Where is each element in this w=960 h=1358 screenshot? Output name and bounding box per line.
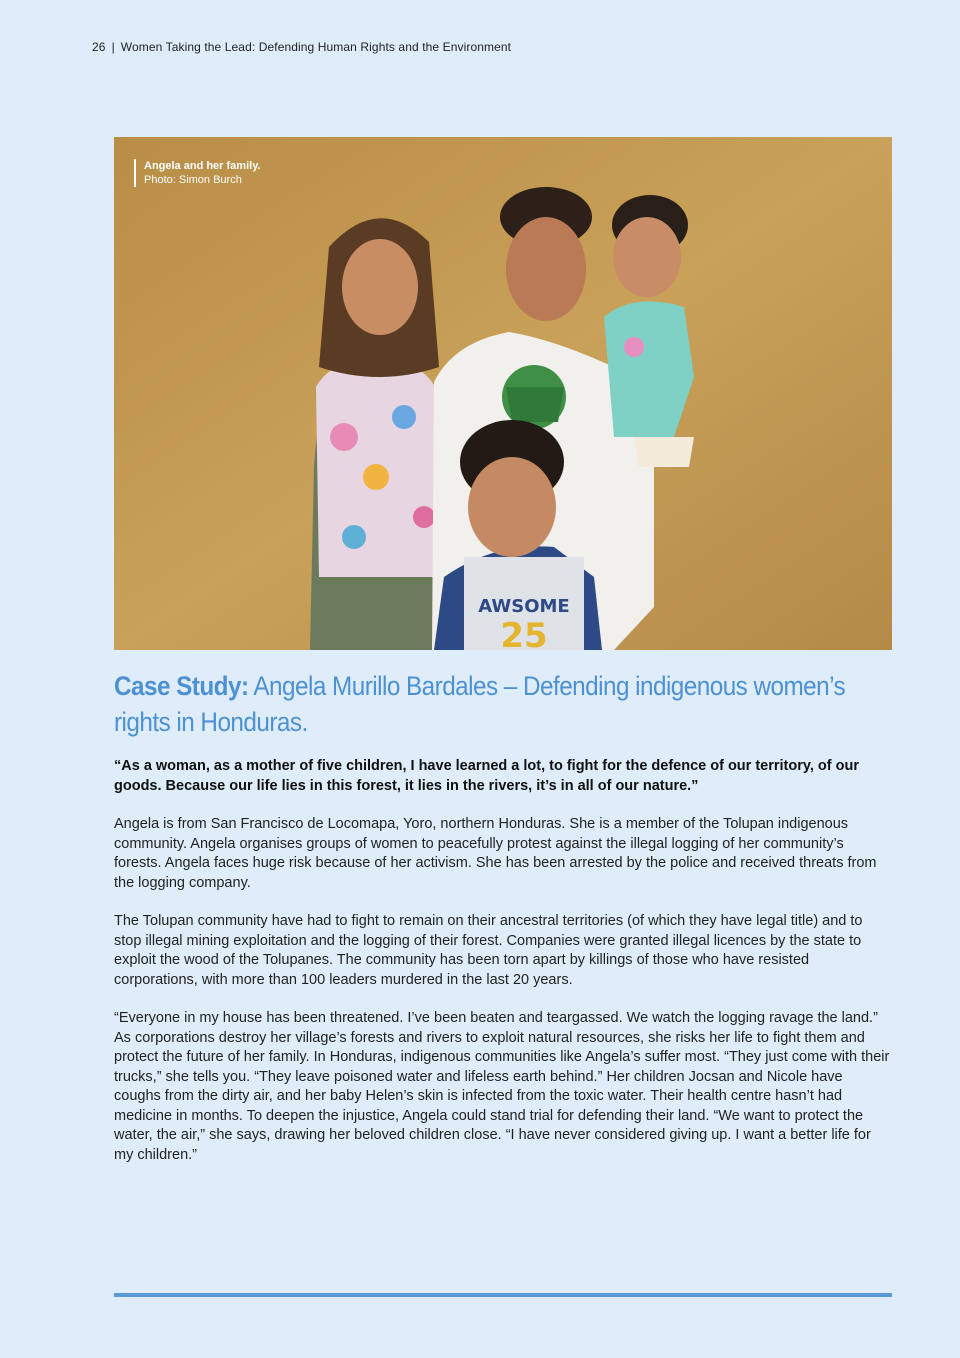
caption-credit: Photo: Simon Burch (144, 174, 242, 186)
pull-quote: “As a woman, as a mother of five children, I have learned a lot, to fight for the defence of our territory, of our goods. Because our life lies in this forest, it lies in the rivers, it’s in all of our nature.” (114, 758, 859, 794)
page-number: 26 (92, 40, 106, 54)
family-photo (114, 137, 892, 650)
shirt-text: AWSOME (478, 596, 570, 617)
photo-caption (134, 159, 261, 187)
paragraph: The Tolupan community have had to fight to remain on their ancestral territories (of which they have legal title) and to stop illegal mining exploitation and the logging of their forest. Companies were granted illegal licences by the state to exploit the wood of the Tolupanes. The community has been torn apart by killings of those who have resisted corporations, with more than 100 leaders murdered in the last 20 years. (114, 913, 863, 988)
running-header (92, 40, 511, 54)
header-separator: | (111, 40, 115, 54)
paragraph: “Everyone in my house has been threatened. I’ve been beaten and teargassed. We watch the logging ravage the land.” As corporations destroy her village’s forests and rivers to exploit natural resources, she risks her life to fight them and protect the future of her family. In Honduras, indigenous communities like Angela’s suffer most. “They just come with their trucks,” she tells you. “They leave poisoned water and lifeless earth behind.” Her children Jocsan and Nicole have coughs from the dirty air, and her baby Helen’s skin is infected from the toxic water. Their health centre hasn’t had medicine in months. To deepen the injustice, Angela could stand trial for defending their land. “We want to protect the water, the air,” she says, drawing her beloved children close. “I have never considered giving up. I want a better life for my children.” (114, 1010, 890, 1163)
publication-title: Women Taking the Lead: Defending Human Rights and the Environment (120, 40, 512, 54)
title-lead: Case Study: (114, 671, 249, 701)
title-rest: Angela Murillo Bardales – Defending indigenous women’s rights in Honduras. (114, 671, 846, 737)
article-body (114, 815, 890, 1184)
shirt-number: 25 (500, 616, 548, 650)
case-study-title (114, 668, 879, 740)
paragraph: Angela is from San Francisco de Locomapa, Yoro, northern Honduras. She is a member of the Tolupan indigenous community. Angela organises groups of women to peacefully protest against the illegal logging of her community’s forests. Angela faces huge risk because of her activism. She has been arrested by the police and received threats from the logging company. (114, 816, 877, 891)
caption-title: Angela and her family. (144, 160, 261, 172)
family-photo-illustration (114, 137, 892, 650)
footer-rule (114, 1293, 892, 1297)
